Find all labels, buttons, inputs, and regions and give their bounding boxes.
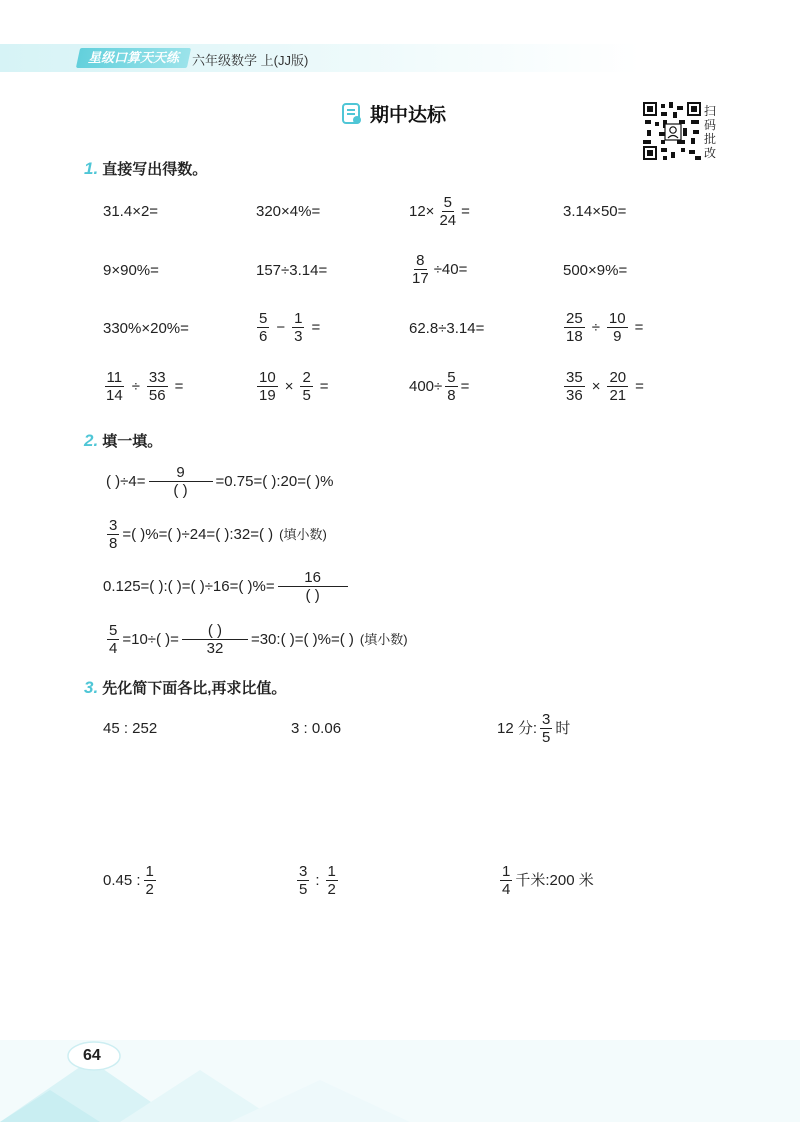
problem-1-10: $\frac{5}{6}$ − $\frac{1}{3}$ = bbox=[259, 310, 321, 345]
fraction: $\frac{8}{17}$ bbox=[412, 252, 429, 287]
fraction: $\frac{5}{24}$ bbox=[439, 194, 457, 229]
qr-code-icon[interactable] bbox=[643, 102, 701, 160]
section-3-heading: 3. 先化简下面各比,再求比值。 bbox=[84, 678, 287, 697]
problem-1-8: 500×9%= bbox=[563, 262, 628, 279]
page-number: 64 bbox=[83, 1047, 101, 1064]
problem-1-5: 9×90%= bbox=[103, 262, 159, 279]
problem-1-16: $\frac{35}{36}$ × $\frac{20}{21}$ = bbox=[566, 369, 644, 404]
page-title-wrap bbox=[342, 100, 446, 127]
problem-1-12: $\frac{25}{18}$ ÷ $\frac{10}{9}$ = bbox=[566, 310, 644, 345]
series-brand: 星级口算天天练 bbox=[76, 48, 191, 68]
fill-line-2: $\frac{3}{8}$ =( )%=( )÷24=( ):32=( ) (填小数) bbox=[109, 517, 327, 552]
section-2-heading: 2. 填一填。 bbox=[84, 431, 163, 450]
scan-to-grade-label: 扫 码 批 改 bbox=[704, 104, 717, 160]
ratio-2: 3 : 0.06 bbox=[291, 720, 342, 737]
section-1-heading: 1. 直接写出得数。 bbox=[84, 159, 208, 178]
problem-1-4: 3.14×50= bbox=[563, 203, 627, 220]
problem-1-2: 320×4%= bbox=[256, 203, 321, 220]
ratio-3: 12 分: $\frac{3}{5}$ 时 bbox=[497, 711, 571, 746]
problem-1-13: $\frac{11}{14}$ ÷ $\frac{33}{56}$ = bbox=[106, 369, 184, 404]
ratio-4: 0.45 : $\frac{1}{2}$ bbox=[103, 863, 154, 898]
book-subtitle: 六年级数学 上(JJ版) bbox=[192, 53, 309, 68]
problem-1-11: 62.8÷3.14= bbox=[409, 320, 485, 337]
problem-1-9: 330%×20%= bbox=[103, 320, 189, 337]
problem-1-15: 400÷ $\frac{5}{8}$ = bbox=[409, 369, 470, 404]
page-title: 期中达标 bbox=[370, 105, 447, 126]
fill-line-4: $\frac{5}{4}$ =10÷( )= $\frac{( )}{32}$ =30:( )=( )%=( ) (填小数) bbox=[109, 622, 408, 657]
document-icon bbox=[342, 103, 362, 125]
problem-1-1: 31.4×2= bbox=[103, 203, 159, 220]
ratio-5: $\frac{3}{5}$ : $\frac{1}{2}$ bbox=[299, 863, 336, 898]
problem-1-3: 12× $\frac{5}{24}$ = bbox=[409, 194, 470, 229]
problem-1-6: 157÷3.14= bbox=[256, 262, 328, 279]
fill-line-3: 0.125=( ):( )=( )÷16=( )%= $\frac{16}{( )}$ bbox=[103, 569, 351, 604]
ratio-1: 45 : 252 bbox=[103, 720, 158, 737]
ratio-6: $\frac{1}{4}$ 千米:200 米 bbox=[502, 863, 594, 898]
problem-1-14: $\frac{10}{19}$ × $\frac{2}{5}$ = bbox=[259, 369, 329, 404]
fill-line-1: ( )÷4= $\frac{9}{( )}$ =0.75=( ):20=( )% bbox=[106, 464, 334, 499]
problem-1-7: $\frac{8}{17}$ ÷40= bbox=[412, 252, 468, 287]
